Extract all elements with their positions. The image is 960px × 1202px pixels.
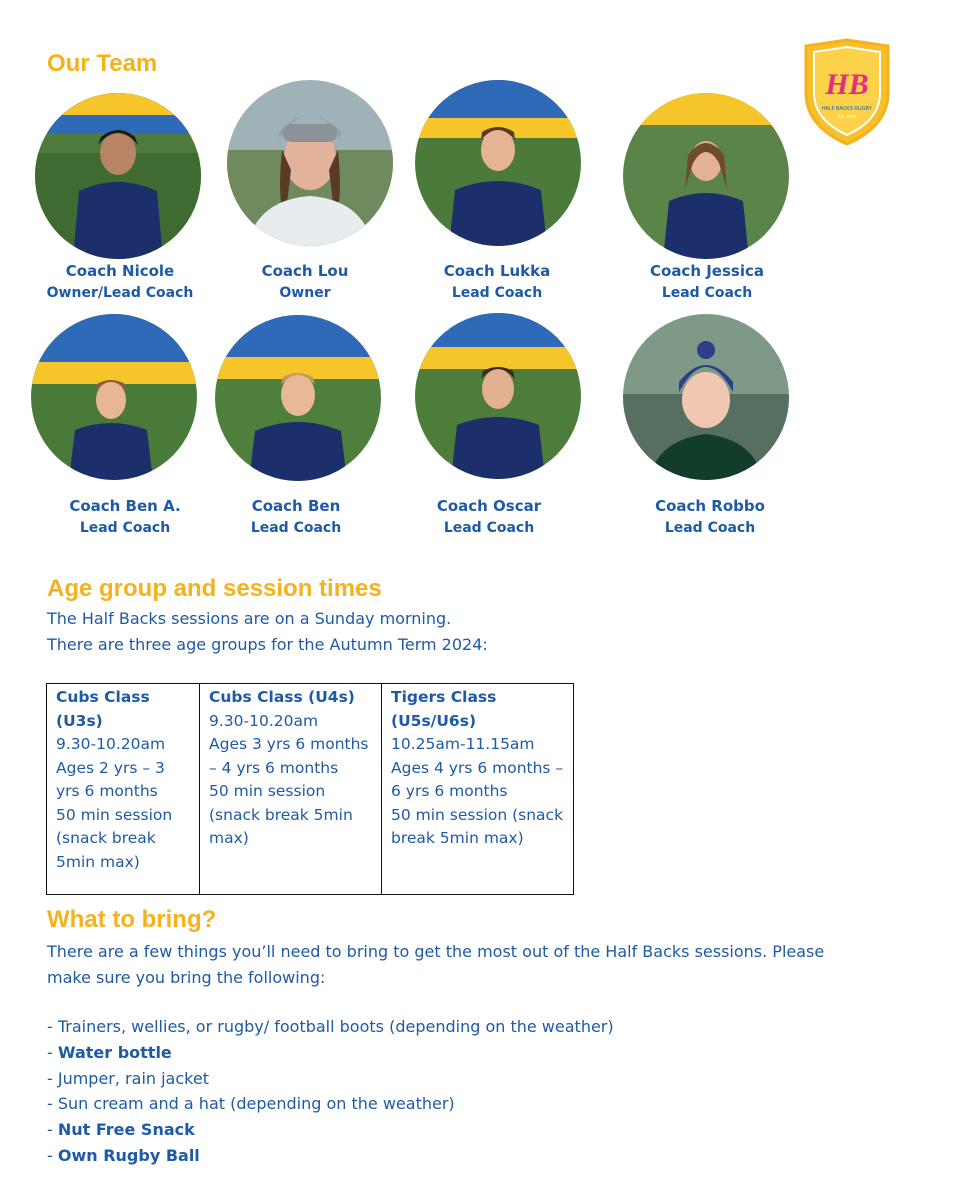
coach-role: Lead Coach	[661, 285, 753, 301]
coach-name: Coach Oscar	[436, 497, 542, 515]
coach-card-robbo	[610, 495, 810, 539]
coach-card-jessica	[607, 260, 807, 304]
coach-card-ben-a	[25, 495, 225, 539]
class-time: 10.25am-11.15am	[391, 735, 535, 753]
bullet: -	[47, 1068, 58, 1088]
bring-heading: What to bring?	[47, 906, 217, 933]
sessions-heading: Age group and session times	[47, 575, 382, 602]
coach-role: Owner/Lead Coach	[46, 285, 194, 301]
svg-text:Est. 2024: Est. 2024	[837, 114, 857, 119]
coach-card-lukka	[397, 260, 597, 304]
coach-photo-ben	[215, 315, 381, 481]
class-cell-u5-u6	[382, 684, 574, 895]
bring-intro-line2: make sure you bring the following:	[47, 968, 326, 987]
class-cell-u3	[47, 684, 200, 895]
svg-text:HB: HB	[825, 68, 869, 101]
bring-list	[47, 1014, 614, 1169]
class-details: 50 min session (snack break 5min max)	[209, 782, 353, 847]
coach-card-lou	[205, 260, 405, 304]
class-time: 9.30-10.20am	[209, 711, 319, 730]
coach-photo-oscar	[415, 313, 581, 479]
coach-photo-robbo	[623, 314, 789, 480]
coach-photo-jessica	[623, 93, 789, 259]
bring-intro-line1: There are a few things you’ll need to bring to get the most out of the Half Backs sessions. Please	[47, 942, 825, 961]
class-details: 50 min session (snack break 5min max)	[391, 805, 564, 847]
bullet: -	[47, 1120, 58, 1140]
coach-card-nicole	[20, 260, 220, 304]
class-time: 9.30-10.20am	[56, 735, 166, 753]
coach-role: Lead Coach	[250, 520, 342, 536]
coach-role: Lead Coach	[443, 520, 535, 536]
svg-text:HALF BACKS RUGBY: HALF BACKS RUGBY	[821, 106, 873, 112]
class-title: Cubs Class (U4s)	[209, 688, 355, 706]
coach-card-ben	[196, 495, 396, 539]
sessions-table	[46, 683, 574, 895]
bullet: -	[47, 1145, 58, 1165]
coach-photo-lukka	[415, 80, 581, 246]
class-title: Cubs Class (U3s)	[56, 688, 150, 730]
coach-role: Owner	[279, 285, 331, 301]
sessions-intro-line1: The Half Backs sessions are on a Sunday morning.	[47, 609, 452, 628]
bullet: -	[47, 1042, 58, 1062]
coach-name: Coach Lou	[261, 262, 349, 280]
bullet: -	[47, 1017, 58, 1036]
class-title: Tigers Class (U5s/U6s)	[391, 688, 497, 730]
list-item: - Sun cream and a hat (depending on the weather)	[47, 1094, 455, 1114]
class-ages: Ages 4 yrs 6 months – 6 yrs 6 months	[391, 758, 564, 800]
bullet: -	[47, 1094, 58, 1114]
coach-name: Coach Nicole	[65, 262, 175, 280]
list-item: - Own Rugby Ball	[47, 1145, 200, 1165]
coach-name: Coach Robbo	[655, 497, 765, 515]
coach-photo-nicole	[35, 93, 201, 259]
half-backs-logo	[800, 38, 894, 148]
coach-role: Lead Coach	[451, 285, 543, 301]
table-row	[47, 684, 574, 895]
coach-role: Lead Coach	[79, 520, 171, 536]
class-details: 50 min session (snack break 5min max)	[56, 805, 173, 871]
sessions-intro-line2: There are three age groups for the Autumn Term 2024:	[47, 635, 488, 654]
coach-photo-ben-a	[31, 314, 197, 480]
our-team-heading: Our Team	[47, 50, 158, 77]
coach-name: Coach Jessica	[650, 262, 764, 280]
coach-role: Lead Coach	[664, 520, 756, 536]
class-cell-u4	[200, 684, 382, 895]
list-item: - Jumper, rain jacket	[47, 1068, 209, 1088]
class-ages: Ages 3 yrs 6 months – 4 yrs 6 months	[209, 735, 369, 777]
list-item: - Water bottle	[47, 1042, 172, 1062]
coach-name: Coach Ben A.	[69, 497, 181, 515]
list-item: - Nut Free Snack	[47, 1120, 195, 1140]
class-ages: Ages 2 yrs – 3 yrs 6 months	[56, 758, 165, 800]
coach-photo-lou	[227, 80, 393, 246]
coach-name: Coach Lukka	[443, 262, 551, 280]
coach-name: Coach Ben	[251, 497, 341, 515]
list-item: - Trainers, wellies, or rugby/ football boots (depending on the weather)	[47, 1017, 614, 1036]
coach-card-oscar	[389, 495, 589, 539]
